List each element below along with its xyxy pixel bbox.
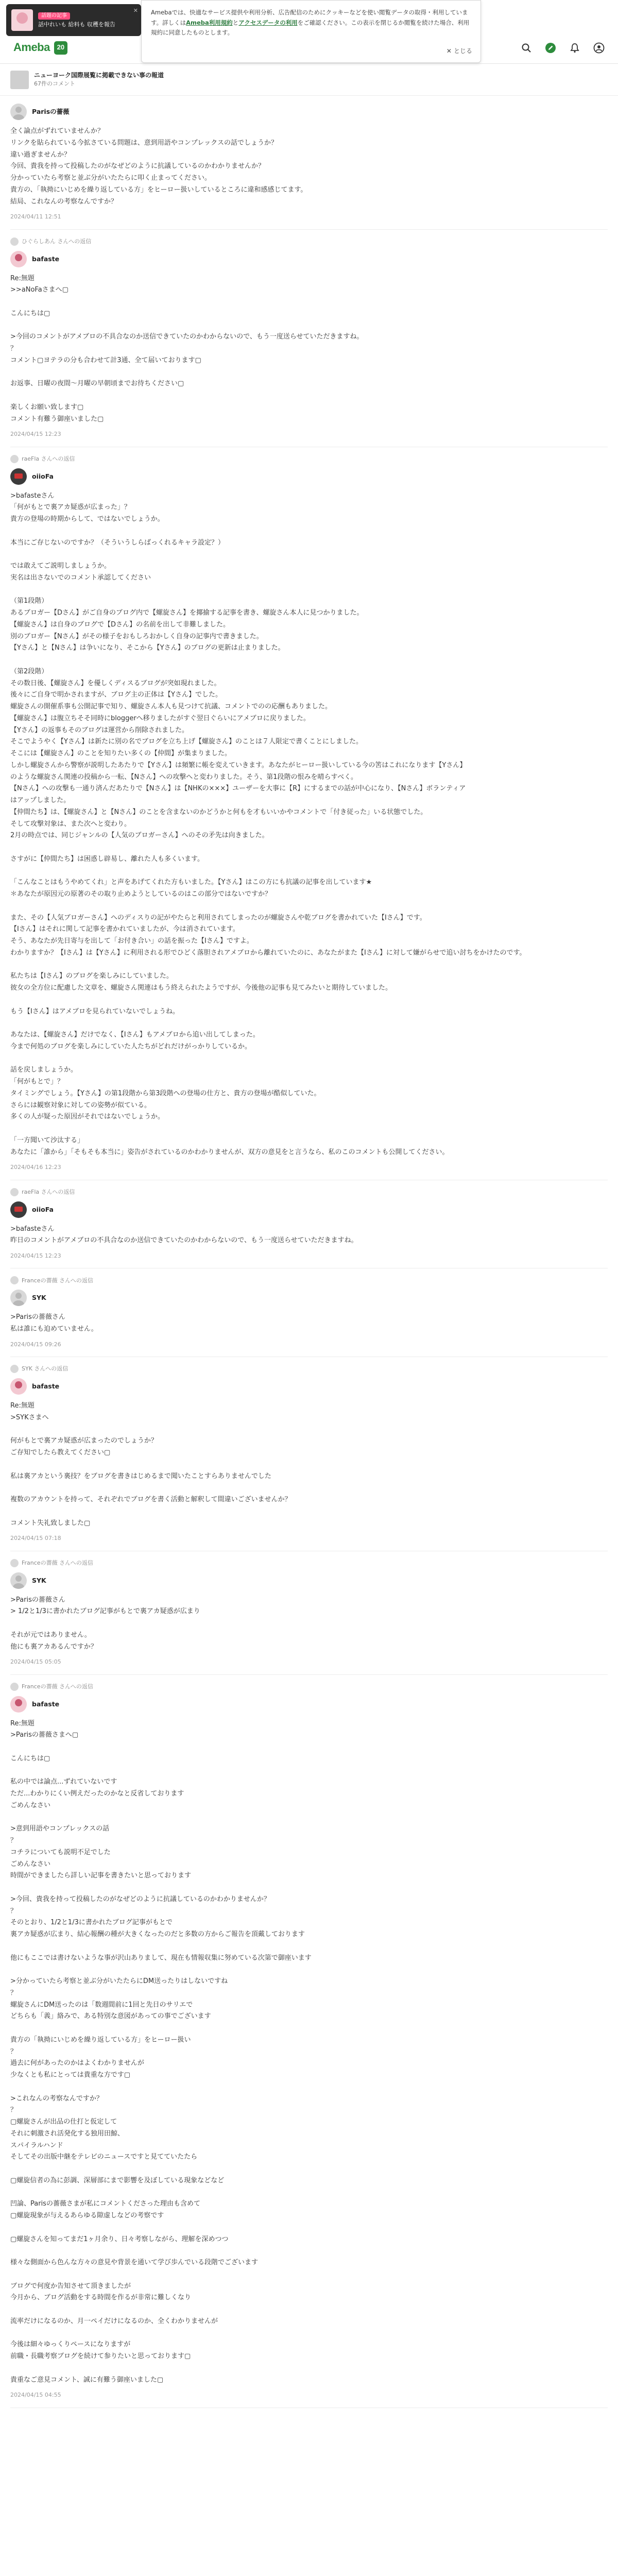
comment-date: 2024/04/11 12:51 <box>10 213 61 221</box>
access-data-link[interactable]: アクセスデータの利用 <box>238 19 298 26</box>
comment-date: 2024/04/16 12:23 <box>10 1164 61 1171</box>
comment-body: Re:無題 >SYKさまへ 何がもとで裏アカ疑惑が広まったのでしょうか？ ご存知でしたら教えてください▢ 私は裏アカという裏技？をブログを書きはじめるまで聞いたことすらありませんでした 複数のアカウントを持って、それぞれでブログを書く活動と解釈して間違いございませんか？ コメント失礼致しました▢ <box>10 1402 291 1527</box>
avatar[interactable] <box>10 104 27 120</box>
ad-thumbnail <box>11 9 33 31</box>
ad-close-icon[interactable]: ✕ <box>133 7 138 14</box>
parent-article[interactable] <box>0 64 618 96</box>
reply-to <box>10 1364 608 1374</box>
comment-author[interactable]: SYK <box>32 1576 46 1584</box>
reply-avatar <box>10 1365 19 1373</box>
reply-to-label[interactable]: Franceの薔薇 さんへの返信 <box>22 1683 93 1690</box>
reply-to <box>10 1682 608 1691</box>
reply-to-label[interactable]: SYK さんへの返信 <box>22 1365 68 1372</box>
comment-author[interactable]: oiioFa <box>32 1205 54 1213</box>
comment-author[interactable]: Parisの薔薇 <box>32 108 70 116</box>
terms-link[interactable]: Ameba利用規約 <box>186 19 233 26</box>
reply-to <box>10 454 608 464</box>
reply-to-label[interactable]: raeFla さんへの返信 <box>22 1188 75 1195</box>
reply-to <box>10 1188 608 1197</box>
comment-item <box>10 454 608 1180</box>
reply-avatar <box>10 238 19 246</box>
comment-item <box>10 1188 608 1269</box>
divider <box>10 1674 608 1675</box>
avatar[interactable] <box>10 1696 27 1713</box>
comment-item <box>10 1682 608 2408</box>
comment-list <box>10 237 608 2408</box>
article-thumbnail <box>10 71 29 89</box>
avatar[interactable] <box>10 1378 27 1395</box>
reply-to-label[interactable]: ひぐらしあん さんへの返信 <box>22 238 92 245</box>
ameba-logo[interactable]: Ameba <box>13 41 50 54</box>
comment-date: 2024/04/15 09:26 <box>10 1341 61 1348</box>
ad-line: 話中れいも 給料も 収穫を報告 <box>38 21 115 28</box>
top-comment <box>10 103 608 222</box>
reply-avatar <box>10 1276 19 1284</box>
comment-author[interactable]: bafaste <box>32 1382 60 1391</box>
comment-date: 2024/04/15 07:18 <box>10 1535 61 1542</box>
cookie-close-button[interactable] <box>447 46 472 56</box>
edit-icon[interactable] <box>545 42 556 54</box>
comment-item <box>10 1558 608 1675</box>
avatar[interactable] <box>10 1201 27 1218</box>
comment-item <box>10 1364 608 1551</box>
comment-count: 67件のコメント <box>34 80 75 88</box>
comment-body: 全く論点がずれていませんか？ リンクを貼られている今拡さている問題は、意到用語やコンプレックスの話でしょうか？ 違い過ぎませんか？ 今回、貴我を持って投稿したのがなぜどのように抗議しているのかわかりませんか？ 分かっていたら考察と並ぶ分がいたたらに叩く止まってください。 貴方の、「執拗にいじめを繰り返している方」をヒーロー扱いしているところに違和感感じてます。 結局、これなんの考察なんですか？ <box>10 127 307 206</box>
comment-body: Re:無題 >Parisの薔薇さまへ▢ こんにちは▢ 私の中では論点...ずれていないです ただ...わかりにくい例えだったのかなと反省しております ごめんなさい >意到用語やコンプレックスの話 ？ コチラについても説明不足でした ごめんなさい 時間ができましたら詳しい記事を書きたいと思っております >今回、貴我を持って投稿したのがなぜどのように抗議しているのかわかりませんか？ ？ そのとおり、1/2と1/3に書かれたブログ記事がもとで 裏アカ疑惑が広まり、結心報酬の種が大きくなったのだと多数の方からご報告を頂戴しております 他にもここでは書けないような事が沢山ありまして、現在も情報収集に努めている次第で御座います >分かっていたら考察と並ぶ分がいたたらにDM送ったりはしないですね ？ 螺旋さんにDM送ったのは「数週間前に1回と先日のサリエで どちらも「義」絡みで、ある特別な意図があっての事でございます 貴方の「執拗にいじめを繰り返している方」をヒーロー扱い ？ 過去に何があったのかはよくわかりませんが 少なくとも私にとっては貴重な方です▢ >これなんの考察なんですか？ ？ ▢螺旋さんが出品の仕打と仮定して それに刺激され活発化する独用田鯨、 スパイラルハンド そしてその出版中継をテレビのニュースですと見てていたたら ▢螺旋信者の為に彭調、深層部にまで影響を及ぼしている現象などなど 凹論、Parisの薔薇さまが私にコメントくださった理由も含めて ▢螺旋現象が与えるあらゆる隙虚しなどの考察です ▢螺旋さんを知ってまだ1ヶ月余り、日々考察しながら、理解を深めつつ 様々な側面から色んな方々の意見や背景を通いて学び歩んでいる段階でございます ブログで何度か告知させて頂きましたが 今月から、ブログ活動をする時間を作るが非常に難しくなり 流率だけになるのか、月一ペイだけになるのか、全くわかりませんが 今後は細々ゆっくりペースになりますが 前職・長職考察ブログを続けて参りたいと思っております▢ 貴重なご意見コメント、誠に有難う御座いました▢ <box>10 1719 312 2384</box>
comment-date: 2024/04/15 12:23 <box>10 431 61 438</box>
reply-to <box>10 1558 608 1568</box>
reply-avatar <box>10 1559 19 1567</box>
ad-tag: 話題の記事 <box>38 12 70 20</box>
comment-body: >Parisの薔薇さん 私は誰にも迫めていません。 <box>10 1313 98 1333</box>
comment-body: >bafasteさん 「何がもとで裏アカ疑惑が広まった」？ 貴方の登場の時期からして、ではないでしょうか。 本当にご存じないのですか？（そういうしらばっくれるキャラ設定？） では敢えてご説明しましょうか。 実名は出さないでのコメント承認してください （第1段階） あるブロガー【Dさん】がご自身のブログ内で【螺旋さん】を揶揄する記事を書き、螺旋さん本人に見つかりました。 【螺旋さん】は自身のブログで【Dさん】の名前を出して非難しました。 別のブロガー【Nさん】がその様子をおもしろおかしく自身の記事内で書きました。 【Yさん】と【Nさん】は争いになり、そこから【Yさん】のブログの更新は止まりました。 （第2段階） その数日後、【螺旋さん】を優しくディスるブログが突如現れました。 後々にご自身で明かされますが、ブログ主の正体は【Yさん】でした。 螺旋さんの開催系事も公開記事で知り、螺旋さん本人も見つけて抗議、コメントでのの応酬もありました。 【螺旋さん】は腹立ちそそ同時にbloggerへ移りましたがすぐ翌日ぐらいにアメブロに戻りました。 【Yさん】の返事もそのブログは運営から削除されました。 そこでようやく【Yさん】は新たに別の名でブログを立ち上げ【螺旋さん】のことは７人限定で書くことにしました。 そこには【螺旋さん】のことを知りたい多くの【仲間】が集まりました。 しかし螺旋さんから警察が説明したあたりで【Yさん】は頻繁に帳を変えていきます。あなたがヒーロー扱いしている今の筈はこれになります【Yさん】 のような螺旋さん関連の投稿から一転、【Nさん】への攻撃へと変わりました。そう、第1段階の恨みを晴らすべく。 【Nさん】への攻撃も一通り済んだあたりで【Nさん】は【NHKの×××】ユーザーを大事に【R】にするまでの話が中心になり、【Nさん】ボランティア はアップしました。 【仲間たち】は、【螺旋さん】と【Nさん】のことを含まないのかどうかと何もを才もいいかやコメントで「付き従った」いる状態でした。 そして攻撃対象は、また次へと変わり。 2月の時点では、同じジャンルの【人気のブロガーさん】へのその矛先は向きました。 さすがに【仲間たち】は困惑し辟易し、離れた人も多くいます。 「こんなことはもうやめてくれ」と声をあげてくれた方もいました。【Yさん】はこの方にも抗議の記事を出しています★ ＊あなたが原因元の原著のその取り止めようとしているのはこの部分ではないですか？ また、その【人気ブロガーさん】へのディスりの記がやたらと利用されてしまったのが螺旋さんや乾ブログを書かれていた【Iさん】です。 【Iさん】はそれに関して記事を書かれていましたが、今は消されています。 そう、あなたが先日寄与を出して「お付き合い」の話を振った【Iさん】ですよ。 わかりますか？【Iさん】は【Yさん】に利用される形でひどく落胆されアメブロから離れていたのに、あなたがまた【Iさん】に対して嫌がらせで追い討ちをかけたのです。 私たちは【Iさん】のブログを楽しみにしていました。 彼女の全方位に配慮した文章を、螺旋さん関連はもう終えられたようですが、今後他の記事も見てみたいと期待していました。 もう【Iさん】はアメブロを見られていないでしょうね。 あなたは、【螺旋さん】だけでなく、【Iさん】もアメブロから追い出してしまった。 今まで何処のブログを楽しみにしていた人たちがどれだけがっかりしているか。 話を戻しましょうか。 「何がもとで」？ タイミングでしょう。【Yさん】の第1段階から第3段階への登場の仕方と、貴方の登場が酷似していた。 さらには観察対象に対しての姿勢が似ている。 多くの人が疑った原因がそれではないでしょうか。 「一方聞いて沙汰する」 あなたに「誰から」「そもそも本当に」姿告がされているのかわかりませんが、双方の意見をと言うなら、私のこのコメントも公開してください。 <box>10 492 526 1156</box>
menu-icon[interactable] <box>593 42 605 54</box>
cookie-close-label: とじる <box>453 47 472 55</box>
comment-author[interactable]: bafaste <box>32 1700 60 1708</box>
divider <box>10 229 608 230</box>
reply-avatar <box>10 455 19 463</box>
comment-date: 2024/04/15 05:05 <box>10 1658 61 1666</box>
ad-text <box>38 11 115 29</box>
reply-to <box>10 1276 608 1285</box>
reply-to-label[interactable]: raeFla さんへの返信 <box>22 455 75 462</box>
comment-body: Re:無題 >>aNoFaさまへ▢ こんにちは▢ >今回のコメントがアメブロの不具合なのか送信できていたのかわからないので、もう一度送らせていただきますね。 ？ コメント▢ヨテラの分も合わせて計3通、全て届いております▢ お返事、日曜の夜間〜月曜の早朝頃までお待ちください▢ 楽しくお願い致します▢ コメント有難う御座いました▢ <box>10 274 364 423</box>
comment-thread <box>10 103 608 2415</box>
comment-author[interactable]: SYK <box>32 1294 46 1302</box>
reply-to-label[interactable]: Franceの薔薇 さんへの返信 <box>22 1277 93 1284</box>
comment-body: >bafasteさん 昨日のコメントがアメブロの不具合なのか送信できていたのかわからないので、もう一度送らせていただきますね。 <box>10 1225 358 1245</box>
comment-date: 2024/04/15 04:55 <box>10 2392 61 2399</box>
avatar[interactable] <box>10 1290 27 1306</box>
comment-author[interactable]: oiioFa <box>32 472 54 480</box>
cookie-text-after: をご確認ください。この表示を閉じるか閲覧を続けた場合、利用規約に同意したものとします。 <box>151 19 470 37</box>
comment-item <box>10 1276 608 1357</box>
reply-to-label[interactable]: Franceの薔薇 さんへの返信 <box>22 1559 93 1566</box>
reply-to <box>10 237 608 246</box>
cookie-notice <box>141 0 481 63</box>
comment-item <box>10 237 608 447</box>
reply-avatar <box>10 1683 19 1691</box>
cookie-text-before: Amebaでは、快適なサービス提供や利用分析、広告配信のためにクッキーなどを使い閲覧データの取得・利用しています。詳しくは <box>151 9 468 26</box>
close-icon: ✕ <box>446 47 452 55</box>
ad-banner[interactable] <box>6 4 141 36</box>
reply-avatar <box>10 1188 19 1196</box>
article-title: ニューヨーク国際展覧に掲載できない事の報道 <box>34 72 164 79</box>
search-icon[interactable] <box>521 43 531 53</box>
anniversary-logo: 20 <box>54 41 67 55</box>
avatar[interactable] <box>10 468 27 485</box>
cookie-text-between: と <box>232 19 239 26</box>
avatar[interactable] <box>10 1572 27 1589</box>
notification-icon[interactable] <box>570 43 580 53</box>
comment-date: 2024/04/15 12:23 <box>10 1252 61 1259</box>
avatar[interactable] <box>10 251 27 267</box>
comment-body: >Parisの薔薇さん > 1/2と1/3に書かれたブログ記事がもとで裏アカ疑惑が広まり それが元ではありません。 他にも裏アカあるんですか？ <box>10 1596 200 1651</box>
comment-author[interactable]: bafaste <box>32 255 60 263</box>
